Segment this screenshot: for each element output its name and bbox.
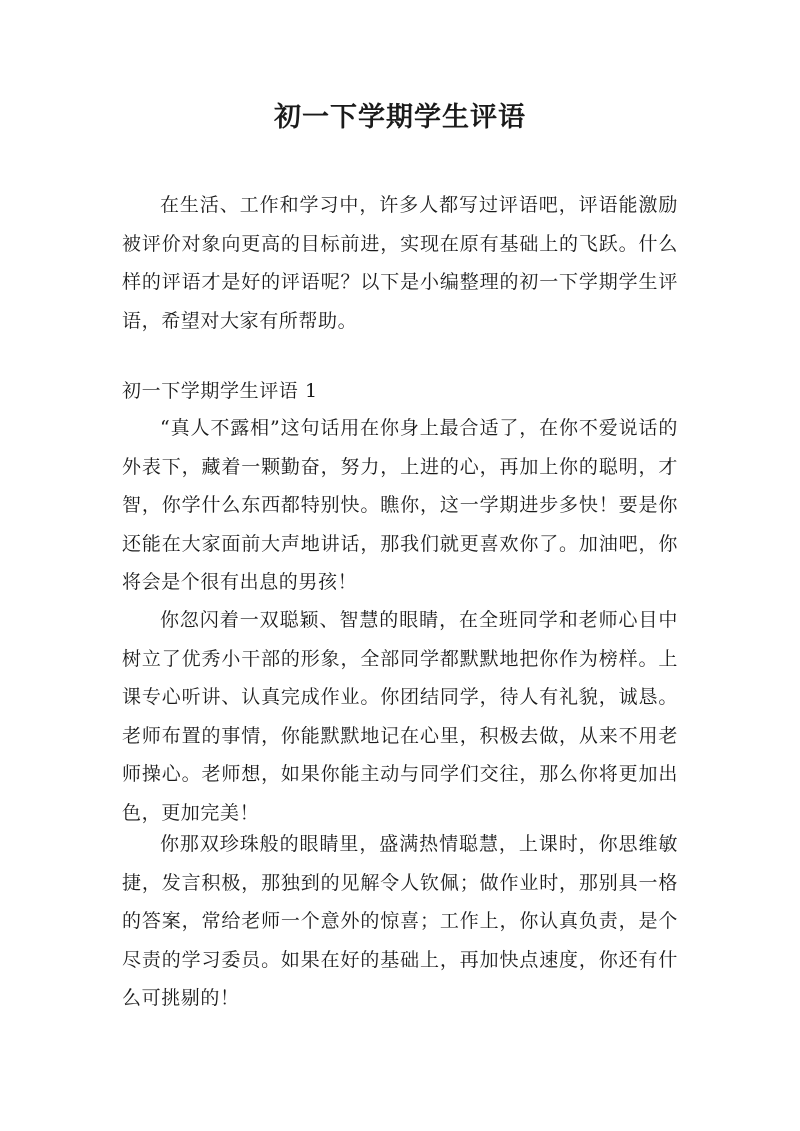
page-title: 初一下学期学生评语 (274, 102, 526, 133)
intro-paragraph: 在生活、工作和学习中，许多人都写过评语吧，评语能激励被评价对象向更高的目标前进，实现在原有基础上的飞跃。什么样的评语才是好的评语呢？以下是小编整理的初一下学期学生评语，希望对大家有所帮助。 (122, 194, 678, 332)
comment-paragraph-1: “真人不露相”这句话用在你身上最合适了，在你不爱说话的外表下，藏着一颗勤奋，努力，上进的心，再加上你的聪明，才智，你学什么东西都特别快。瞧你，这一学期进步多快！要是你还能在大家面前大声地讲话，那我们就更喜欢你了。加油吧，你将会是个很有出息的男孩！ (122, 417, 678, 593)
section-heading: 初一下学期学生评语 1 (122, 380, 318, 402)
comment-paragraph-2: 你忽闪着一双聪颖、智慧的眼睛，在全班同学和老师心目中树立了优秀小干部的形象，全部同学都默默地把你作为榜样。上课专心听讲、认真完成作业。你团结同学，待人有礼貌，诚恳。老师布置的事情，你能默默地记在心里，积极去做，从来不用老师操心。老师想，如果你能主动与同学们交往，那么你将更加出色，更加完美！ (122, 609, 678, 824)
comment-paragraph-3: 你那双珍珠般的眼睛里，盛满热情聪慧，上课时，你思维敏捷，发言积极，那独到的见解令人钦佩；做作业时，那别具一格的答案，常给老师一个意外的惊喜；工作上，你认真负责，是个尽责的学习委员。如果在好的基础上，再加快点速度，你还有什么可挑剔的！ (122, 833, 678, 1009)
